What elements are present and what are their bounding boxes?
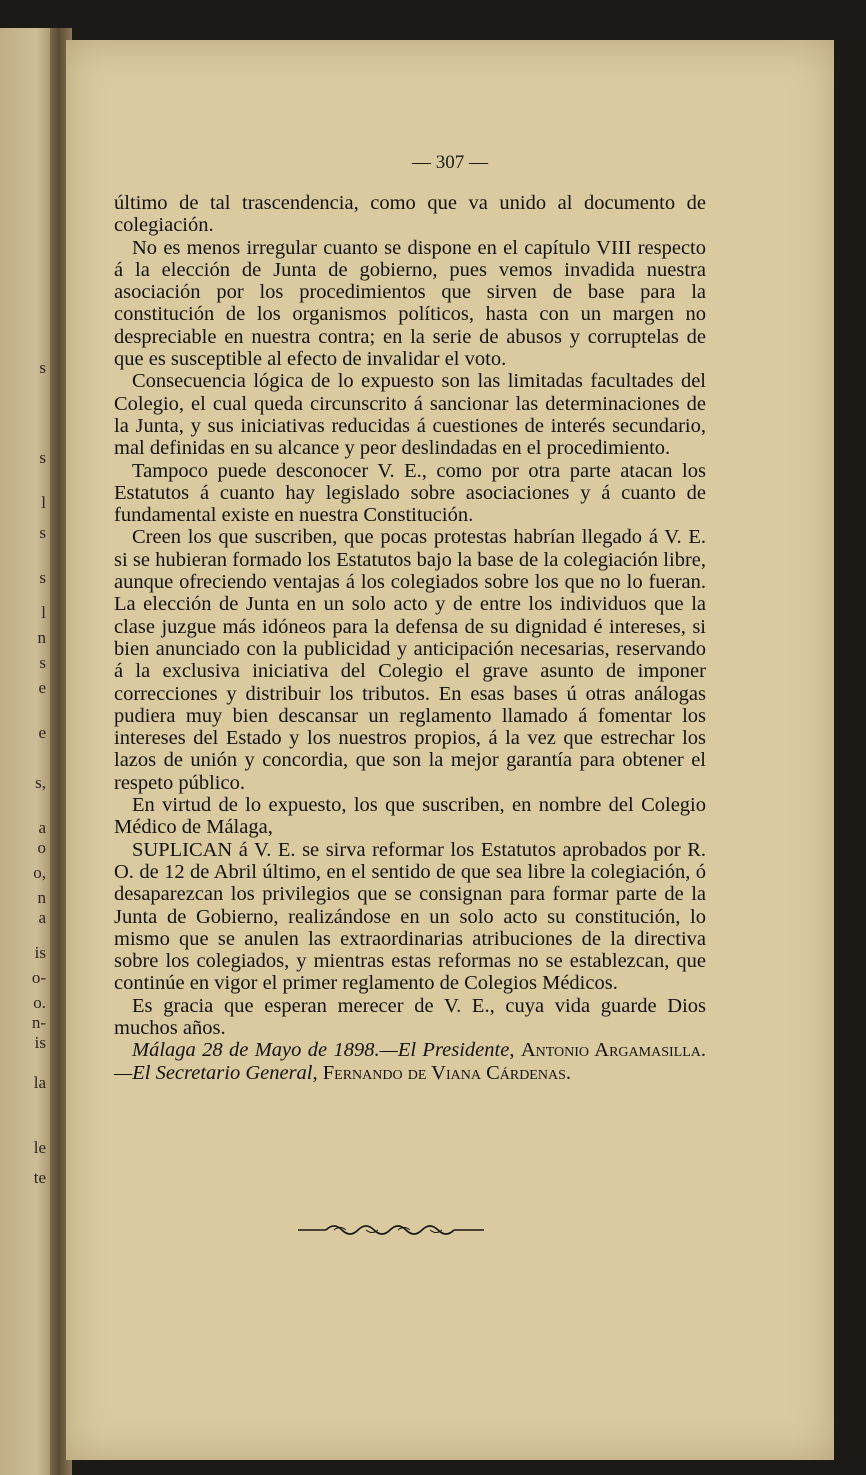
paragraph: Consecuencia lógica de lo expuesto son las limitadas facultades del Colegio, el cual queda circunscrito á sancionar las determinaciones de la Junta, y sus iniciativas reducidas á cuestiones de interés secundario, mal definidas en su alcance y peor deslindadas en el procedimiento. bbox=[114, 370, 706, 460]
left-page-text-fragment: o, bbox=[33, 863, 46, 882]
left-page-text-fragment: o. bbox=[33, 993, 46, 1012]
book-page bbox=[66, 40, 834, 1460]
left-page-text-fragment: l bbox=[41, 603, 46, 622]
left-page-text-fragment: n- bbox=[31, 1013, 46, 1032]
paragraph: Es gracia que esperan merecer de V. E., cuya vida guarde Dios muchos años. bbox=[114, 994, 706, 1039]
paragraph: No es menos irregular cuanto se dispone en el capítulo VIII respecto á la elección de Junta de gobierno, pues vemos invadida nuestra asociación por los procedimientos que sirven de base para la constitución de los organismos políticos, hasta con un margen no despreciable en nuestra contra; en la serie de abusos y corruptelas de que es susceptible al efecto de invalidar el voto. bbox=[114, 236, 706, 371]
signature-secretary-name: Fernando de Viana Cárdenas. bbox=[322, 1061, 571, 1084]
left-page-text-fragment: le bbox=[33, 1138, 46, 1157]
signature-president-name: Antonio Argamasilla. bbox=[520, 1039, 706, 1062]
signature-place-date: Málaga 28 de Mayo de 1898. bbox=[132, 1039, 380, 1062]
left-page-text-fragment: s bbox=[39, 448, 46, 467]
left-page-text-fragment: is bbox=[34, 1033, 46, 1052]
left-page-text-fragment: te bbox=[33, 1168, 46, 1187]
left-page-text-fragment: la bbox=[33, 1073, 46, 1092]
paragraph: último de tal trascendencia, como que va unido al documento de colegiación. bbox=[114, 192, 706, 237]
body-text bbox=[114, 192, 706, 1084]
left-page-text-fragment: is bbox=[34, 943, 46, 962]
page-number: — 307 — bbox=[412, 152, 488, 173]
paragraph: SUPLICAN á V. E. se sirva reformar los Estatutos aprobados por R. O. de 12 de Abril último, en el sentido de que sea libre la colegiación, ó desaparezcan los privilegios que se consignan para formar parte de la Junta de Gobierno, realizándose en un solo acto su constitución, lo mismo que se anulen las extraordinarias atribuciones de la directiva sobre los colegiados, y mientras estas reformas no se establezcan, que continúe en vigor el primer reglamento de Colegios Médicos. bbox=[114, 838, 706, 995]
left-page-text-fragment: e bbox=[38, 723, 46, 742]
left-page-text-fragment: o- bbox=[31, 968, 46, 987]
left-page-text-fragment: s, bbox=[35, 773, 46, 792]
paragraph: Creen los que suscriben, que pocas protestas habrían llegado á V. E. si se hubieran formado los Estatutos bajo la base de la colegiación libre, aunque ofreciendo ventajas á los colegiados sobre los que no lo fueran. La elección de Junta en un solo acto y de entre los individuos que la clase juzgue más idóneos para la defensa de su dignidad é intereses, si bien anunciado con la publicidad y anticipación necesarias, reservando á la exclusiva iniciativa del Colegio el grave asunto de imponer correcciones y distribuir los tributos. En esas bases ú otras análogas pudiera muy bien descansar un reglamento llamado á fomentar los intereses del Estado y los nuestros propios, á la vez que estrechar los lazos de unión y concordia, que son la mejor garantía para obtener el respeto público. bbox=[114, 526, 706, 794]
left-page-text-fragment: s bbox=[39, 568, 46, 587]
previous-page-edge bbox=[0, 28, 52, 1475]
paragraph: En virtud de lo expuesto, los que suscriben, en nombre del Colegio Médico de Málaga, bbox=[114, 794, 706, 839]
left-page-text-fragment: s bbox=[39, 358, 46, 377]
paragraph: Tampoco puede desconocer V. E., como por otra parte atacan los Estatutos á cuanto hay legislado sobre asociaciones y á cuanto de fundamental existe en nuestra Constitución. bbox=[114, 459, 706, 527]
ornament-divider bbox=[296, 1220, 486, 1240]
left-page-text-fragment: o bbox=[37, 838, 46, 857]
signature-block bbox=[114, 1039, 706, 1084]
signature-president-title: —El Presidente, bbox=[379, 1039, 515, 1062]
left-page-text-fragment: a bbox=[38, 818, 46, 837]
left-page-text-fragment: l bbox=[41, 493, 46, 512]
left-page-text-fragment: e bbox=[38, 678, 46, 697]
left-page-text-fragment: n bbox=[37, 888, 46, 907]
left-page-text-fragment: s bbox=[39, 523, 46, 542]
left-page-text-fragment: a bbox=[38, 908, 46, 927]
signature-secretary-title: —El Secretario General, bbox=[114, 1061, 318, 1084]
left-page-text-fragment: n bbox=[37, 628, 46, 647]
left-page-text-fragment: s bbox=[39, 653, 46, 672]
